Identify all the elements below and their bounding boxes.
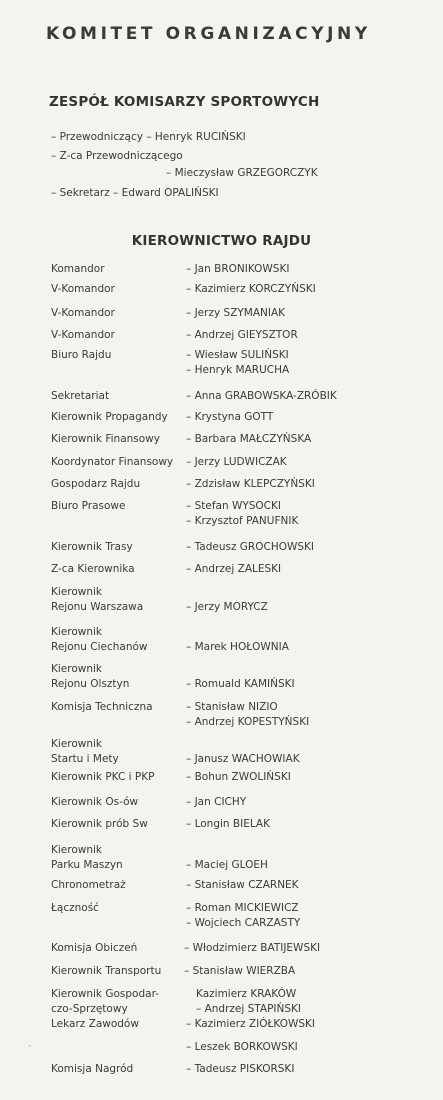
role-label: Kierownik Propagandy <box>51 411 168 423</box>
person-name: – Maciej GLOEH <box>186 859 268 871</box>
person-name: – Krystyna GOTT <box>186 411 274 423</box>
person-name: – Stefan WYSOCKI – Krzysztof PANUFNIK <box>186 500 299 527</box>
person-name: – Tadeusz PISKORSKI <box>186 1063 295 1075</box>
person-name: – Jerzy SZYMANIAK <box>186 307 286 319</box>
role-label: Komandor <box>51 263 105 275</box>
person-name: – Andrzej GIEYSZTOR <box>186 329 298 341</box>
commissioners-line: – Sekretarz – Edward OPALIŃSKI <box>51 187 219 199</box>
person-name: Kazimierz KRAKÓW – Andrzej STAPIŃSKI <box>196 988 302 1015</box>
role-label: V-Komandor <box>51 307 115 319</box>
role-label: Kierownik Trasy <box>51 541 133 553</box>
person-name: – Barbara MAŁCZYŃSKA <box>186 433 312 445</box>
leadership-heading: KIEROWNICTWO RAJDU <box>131 233 312 249</box>
role-label: Kierownik Finansowy <box>51 433 160 445</box>
role-label: Biuro Rajdu <box>51 349 112 361</box>
role-label: Komisja Techniczna <box>51 701 153 713</box>
role-label: Łączność <box>51 902 99 914</box>
role-label: Kierownik Transportu <box>51 965 162 977</box>
person-name: – Leszek BORKOWSKI <box>186 1041 298 1053</box>
person-name: – Roman MICKIEWICZ – Wojciech CARZASTY <box>186 902 301 929</box>
role-label: Gospodarz Rajdu <box>51 478 141 490</box>
role-label: Z-ca Kierownika <box>51 563 135 575</box>
role-label: Biuro Prasowe <box>51 500 126 512</box>
role-label: Komisja Obiczeń <box>51 942 138 954</box>
person-name: – Włodzimierz BATIJEWSKI <box>184 942 321 954</box>
role-label: Kierownik Os-ów <box>51 796 139 808</box>
person-name: – Andrzej ZALESKI <box>186 563 282 575</box>
person-name: – Jan CICHY <box>186 796 247 808</box>
role-label: Kierownik Rejonu Ciechanów <box>51 626 148 653</box>
role-label: Kierownik Rejonu Olsztyn <box>51 663 130 690</box>
person-name: – Stanisław CZARNEK <box>186 879 299 891</box>
role-label: Kierownik Parku Maszyn <box>51 844 123 871</box>
person-name: – Bohun ZWOLIŃSKI <box>186 771 291 783</box>
stray-mark: - <box>28 1041 32 1051</box>
role-label: Sekretariat <box>51 390 110 402</box>
role-label: Kierownik Rejonu Warszawa <box>51 586 144 613</box>
role-label: V-Komandor <box>51 283 115 295</box>
person-name: – Zdzisław KLEPCZYŃSKI <box>186 478 315 490</box>
commissioners-line: – Mieczysław GRZEGORCZYK <box>166 167 318 179</box>
person-name: – Stanisław WIERZBA <box>184 965 296 977</box>
person-name: – Jerzy MORYCZ <box>186 601 268 613</box>
role-label: Kierownik Startu i Mety <box>51 738 119 765</box>
person-name: – Kazimierz KORCZYŃSKI <box>186 283 316 295</box>
commissioners-line: – Przewodniczący – Henryk RUCIŃSKI <box>51 131 246 143</box>
page-title: KOMITET ORGANIZACYJNY <box>46 24 371 44</box>
person-name: – Jan BRONIKOWSKI <box>186 263 290 275</box>
role-label: Kierownik PKC i PKP <box>51 771 155 783</box>
role-label: V-Komandor <box>51 329 115 341</box>
role-label: Kierownik Gospodar- czo-Sprzętowy <box>51 988 160 1015</box>
person-name: – Janusz WACHOWIAK <box>186 753 300 765</box>
person-name: – Kazimierz ZIÓŁKOWSKI <box>186 1018 315 1030</box>
person-name: – Marek HOŁOWNIA <box>186 641 289 653</box>
person-name: – Jerzy LUDWICZAK <box>186 456 287 468</box>
person-name: – Stanisław NIZIO – Andrzej KOPESTYŃSKI <box>186 701 310 728</box>
role-label: Chronometraż <box>51 879 126 891</box>
role-label: Kierownik prób Sw <box>51 818 148 830</box>
role-label: Lekarz Zawodów <box>51 1018 139 1030</box>
person-name: – Longin BIELAK <box>186 818 270 830</box>
role-label: Koordynator Finansowy <box>51 456 174 468</box>
commissioners-heading: ZESPÓŁ KOMISARZY SPORTOWYCH <box>49 94 320 110</box>
person-name: – Anna GRABOWSKA-ZRÓBIK <box>186 390 337 402</box>
person-name: – Romuald KAMIŃSKI <box>186 678 295 690</box>
person-name: – Wiesław SULIŃSKI – Henryk MARUCHA <box>186 349 290 376</box>
person-name: – Tadeusz GROCHOWSKI <box>186 541 315 553</box>
role-label: Komisja Nagród <box>51 1063 134 1075</box>
commissioners-line: – Z-ca Przewodniczącego <box>51 150 183 162</box>
